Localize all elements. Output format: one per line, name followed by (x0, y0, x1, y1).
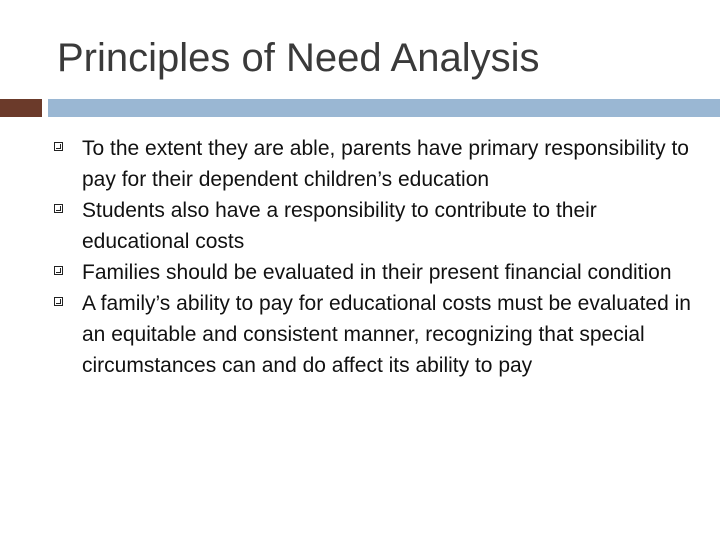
bullet-item (50, 195, 710, 257)
bullet-text: Students also have a responsibility to contribute to their educational costs (82, 199, 597, 253)
square-bullet-icon (54, 142, 63, 151)
accent-bar-right (48, 99, 720, 117)
bullet-text: Families should be evaluated in their present financial condition (82, 261, 672, 284)
bullet-item (50, 257, 710, 288)
bullet-item (50, 133, 710, 195)
slide-title: Principles of Need Analysis (57, 36, 540, 80)
bullet-text: To the extent they are able, parents have primary responsibility to pay for their dependent children’s education (82, 137, 689, 191)
square-bullet-icon (54, 204, 63, 213)
bullet-item (50, 288, 710, 381)
accent-bar-left (0, 99, 42, 117)
bullet-text: A family’s ability to pay for educational costs must be evaluated in an equitable and consistent manner, recognizing that special circumstances can and do affect its ability to pay (82, 292, 691, 377)
square-bullet-icon (54, 297, 63, 306)
square-bullet-icon (54, 266, 63, 275)
bullet-list (50, 133, 710, 381)
